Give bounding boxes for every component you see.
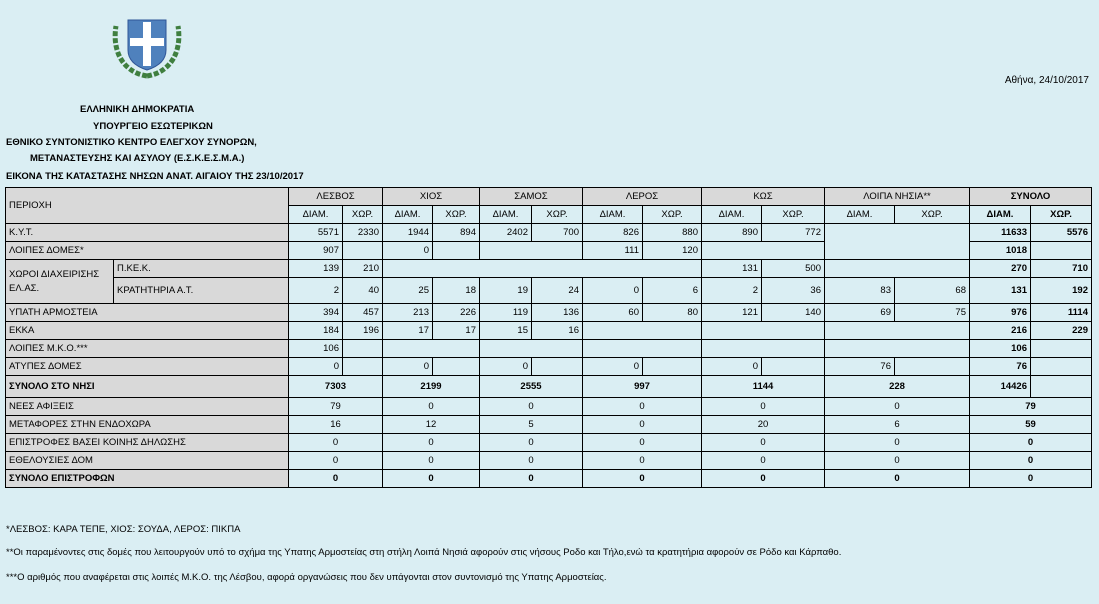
table-cell-empty	[702, 322, 825, 340]
table-cell: 0	[383, 434, 480, 452]
table-cell: 1944	[383, 224, 433, 242]
sub-header: ΔΙΑΜ.	[383, 206, 433, 224]
table-cell: 0	[825, 434, 970, 452]
table-row-returns-total	[6, 470, 1092, 488]
table-cell: 12	[383, 416, 480, 434]
table-cell: 59	[970, 416, 1092, 434]
table-cell-empty	[480, 340, 583, 358]
table-cell: 0	[383, 470, 480, 488]
table-cell: 2	[289, 278, 343, 304]
table-cell: 226	[433, 304, 480, 322]
table-cell: 7303	[289, 376, 383, 398]
table-cell: 228	[825, 376, 970, 398]
table-cell: 5	[480, 416, 583, 434]
table-cell: 0	[825, 452, 970, 470]
table-cell: 5576	[1031, 224, 1092, 242]
table-row-island-total	[6, 376, 1092, 398]
table-cell: 0	[583, 434, 702, 452]
table-cell-empty	[1031, 340, 1092, 358]
sub-header: ΧΩΡ.	[433, 206, 480, 224]
row-label: ΣΥΝΟΛΟ ΕΠΙΣΤΡΟΦΩΝ	[6, 470, 289, 488]
table-cell: 0	[383, 242, 433, 260]
table-cell: 17	[433, 322, 480, 340]
row-label: ΛΟΙΠΕΣ Μ.Κ.Ο.***	[6, 340, 289, 358]
table-cell-empty	[825, 340, 970, 358]
table-cell: 880	[643, 224, 702, 242]
report-title: ΕΙΚΟΝΑ ΤΗΣ ΚΑΤΑΣΤΑΣΗΣ ΝΗΣΩΝ ΑΝΑΤ. ΑΙΓΑΙΟΥ ΤΗΣ 23/10/2017	[6, 171, 304, 182]
table-cell: 0	[970, 434, 1092, 452]
row-label: ΚΡΑΤΗΤΗΡΙΑ Α.Τ.	[114, 278, 289, 304]
table-row-unhcr	[6, 304, 1092, 322]
sub-header: ΧΩΡ.	[1031, 206, 1092, 224]
table-cell: 69	[825, 304, 895, 322]
table-row-new-arrivals	[6, 398, 1092, 416]
row-label: ΝΕΕΣ ΑΦΙΞΕΙΣ	[6, 398, 289, 416]
table-row-informal	[6, 358, 1092, 376]
row-label: ΕΚΚΑ	[6, 322, 289, 340]
sub-header: ΧΩΡ.	[343, 206, 383, 224]
row-label: ΜΕΤΑΦΟΡΕΣ ΣΤΗΝ ΕΝΔΟΧΩΡΑ	[6, 416, 289, 434]
table-cell: 216	[970, 322, 1031, 340]
table-cell-empty	[433, 242, 480, 260]
table-cell: 19	[480, 278, 532, 304]
sub-header: ΧΩΡ.	[643, 206, 702, 224]
table-cell: 0	[825, 470, 970, 488]
row-group-label: ΧΩΡΟΙ ΔΙΑΧΕΙΡΙΣΗΣ ΕΛ.ΑΣ.	[6, 260, 114, 304]
table-cell: 20	[702, 416, 825, 434]
table-cell: 894	[433, 224, 480, 242]
table-cell: 0	[480, 452, 583, 470]
table-cell-empty	[480, 242, 583, 260]
table-cell: 0	[702, 398, 825, 416]
table-cell: 0	[583, 470, 702, 488]
table-cell: 106	[970, 340, 1031, 358]
header-line-center: ΕΘΝΙΚΟ ΣΥΝΤΟΝΙΣΤΙΚΟ ΚΕΝΤΡΟ ΕΛΕΓΧΟΥ ΣΥΝΟΡΩΝ,	[6, 137, 257, 148]
table-cell: 184	[289, 322, 343, 340]
table-cell: 5571	[289, 224, 343, 242]
table-cell: 0	[702, 452, 825, 470]
table-cell: 976	[970, 304, 1031, 322]
sub-header: ΔΙΑΜ.	[702, 206, 762, 224]
table-row-returns-joint	[6, 434, 1092, 452]
table-cell-empty	[383, 340, 480, 358]
table-cell: 0	[383, 358, 433, 376]
table-cell: 0	[383, 398, 480, 416]
table-cell: 2	[702, 278, 762, 304]
table-cell: 79	[970, 398, 1092, 416]
table-cell: 500	[762, 260, 825, 278]
table-cell: 1018	[970, 242, 1031, 260]
table-cell-empty	[825, 322, 970, 340]
table-cell: 25	[383, 278, 433, 304]
table-cell-empty	[583, 340, 702, 358]
row-label: ΕΘΕΛΟΥΣΙΕΣ ΔΟΜ	[6, 452, 289, 470]
table-cell: 14426	[970, 376, 1031, 398]
sub-header: ΧΩΡ.	[762, 206, 825, 224]
table-cell: 700	[532, 224, 583, 242]
table-cell: 772	[762, 224, 825, 242]
table-cell: 457	[343, 304, 383, 322]
table-cell: 0	[583, 398, 702, 416]
table-cell: 36	[762, 278, 825, 304]
table-cell: 907	[289, 242, 343, 260]
table-cell: 2555	[480, 376, 583, 398]
table-row-voluntary	[6, 452, 1092, 470]
table-cell: 2330	[343, 224, 383, 242]
table-cell: 0	[480, 434, 583, 452]
table-cell: 140	[762, 304, 825, 322]
footnote-3: ***Ο αριθμός που αναφέρεται στις λοιπές Μ.Κ.Ο. της Λέσβου, αφορά οργανώσεις που δεν υπάγονται στον συντονισμό της Υπατης Αρμοστείας.	[6, 572, 607, 583]
table-cell: 76	[825, 358, 895, 376]
table-cell: 76	[970, 358, 1031, 376]
island-header-kos: ΚΩΣ	[702, 188, 825, 206]
table-cell: 1144	[702, 376, 825, 398]
table-cell: 121	[702, 304, 762, 322]
table-cell: 0	[289, 434, 383, 452]
table-cell: 0	[702, 434, 825, 452]
table-cell: 139	[289, 260, 343, 278]
table-cell: 0	[480, 358, 532, 376]
table-cell: 68	[895, 278, 970, 304]
row-label: ΥΠΑΤΗ ΑΡΜΟΣΤΕΙΑ	[6, 304, 289, 322]
table-row-kyt	[6, 224, 1092, 242]
island-header-other: ΛΟΙΠΑ ΝΗΣΙΑ**	[825, 188, 970, 206]
table-cell: 997	[583, 376, 702, 398]
sub-header: ΔΙΑΜ.	[480, 206, 532, 224]
table-cell-empty	[532, 358, 583, 376]
table-cell: 106	[289, 340, 343, 358]
table-cell: 1114	[1031, 304, 1092, 322]
sub-header: ΔΙΑΜ.	[970, 206, 1031, 224]
table-cell: 136	[532, 304, 583, 322]
table-row-ekka	[6, 322, 1092, 340]
table-cell: 111	[583, 242, 643, 260]
table-cell: 60	[583, 304, 643, 322]
table-cell: 394	[289, 304, 343, 322]
table-cell: 75	[895, 304, 970, 322]
header-line-republic: ΕΛΛΗΝΙΚΗ ΔΗΜΟΚΡΑΤΙΑ	[80, 104, 195, 115]
table-cell: 131	[702, 260, 762, 278]
table-cell: 0	[583, 452, 702, 470]
table-cell: 196	[343, 322, 383, 340]
table-cell-empty	[702, 242, 825, 260]
table-cell: 213	[383, 304, 433, 322]
greek-republic-seal-icon	[108, 6, 186, 80]
table-cell: 120	[643, 242, 702, 260]
table-cell: 0	[480, 398, 583, 416]
sub-header: ΧΩΡ.	[532, 206, 583, 224]
table-cell: 2402	[480, 224, 532, 242]
table-cell: 2199	[383, 376, 480, 398]
table-cell: 0	[289, 470, 383, 488]
region-header: ΠΕΡΙΟΧΗ	[6, 188, 289, 224]
row-label: Κ.Υ.Τ.	[6, 224, 289, 242]
table-cell: 229	[1031, 322, 1092, 340]
table-cell: 40	[343, 278, 383, 304]
table-cell: 890	[702, 224, 762, 242]
table-cell: 0	[289, 358, 343, 376]
table-cell: 0	[383, 452, 480, 470]
islands-status-table	[5, 187, 1092, 488]
island-header-chios: ΧΙΟΣ	[383, 188, 480, 206]
table-cell: 0	[583, 416, 702, 434]
footnote-2: **Οι παραμένοντες στις δομές που λειτουργούν υπό το σχήμα της Υπατης Αρμοστείας στη στήλη Λοιπά Νησιά αφορούν στις νήσους Ροδο και Τήλο,ενώ τα κρατητήρια αφορούν σε Ρόδο και Κάρπαθο.	[6, 547, 842, 558]
table-cell: 0	[825, 398, 970, 416]
table-cell: 80	[643, 304, 702, 322]
table-cell: 0	[583, 358, 643, 376]
table-cell: 0	[702, 470, 825, 488]
row-label: ΣΥΝΟΛΟ ΣΤΟ ΝΗΣΙ	[6, 376, 289, 398]
sub-header: ΔΙΑΜ.	[583, 206, 643, 224]
header-line-center-cont: ΜΕΤΑΝΑΣΤΕΥΣΗΣ ΚΑΙ ΑΣΥΛΟΥ (Ε.Σ.Κ.Ε.Σ.Μ.Α.)	[30, 153, 245, 164]
table-cell: 24	[532, 278, 583, 304]
row-label: ΑΤΥΠΕΣ ΔΟΜΕΣ	[6, 358, 289, 376]
table-cell: 0	[480, 470, 583, 488]
table-cell: 15	[480, 322, 532, 340]
table-cell-empty	[1031, 242, 1092, 260]
table-cell: 131	[970, 278, 1031, 304]
table-cell-empty	[343, 340, 383, 358]
island-header-samos: ΣΑΜΟΣ	[480, 188, 583, 206]
row-label: Π.ΚΕ.Κ.	[114, 260, 289, 278]
table-cell-empty	[343, 358, 383, 376]
header-line-ministry: ΥΠΟΥΡΓΕΙΟ ΕΣΩΤΕΡΙΚΩΝ	[93, 121, 213, 132]
table-cell: 0	[970, 452, 1092, 470]
table-cell-empty	[343, 242, 383, 260]
sub-header: ΧΩΡ.	[895, 206, 970, 224]
table-cell-empty	[1031, 376, 1092, 398]
row-label: ΛΟΙΠΕΣ ΔΟΜΕΣ*	[6, 242, 289, 260]
table-cell: 0	[583, 278, 643, 304]
island-header-leros: ΛΕΡΟΣ	[583, 188, 702, 206]
sub-header: ΔΙΑΜ.	[825, 206, 895, 224]
island-header-total: ΣΥΝΟΛΟ	[970, 188, 1092, 206]
table-cell-empty	[433, 358, 480, 376]
table-cell: 0	[289, 452, 383, 470]
table-cell-empty	[762, 358, 825, 376]
table-cell-empty	[702, 340, 825, 358]
table-cell: 11633	[970, 224, 1031, 242]
table-row-ngos	[6, 340, 1092, 358]
table-cell: 83	[825, 278, 895, 304]
table-cell: 79	[289, 398, 383, 416]
island-header-lesvos: ΛΕΣΒΟΣ	[289, 188, 383, 206]
table-cell: 826	[583, 224, 643, 242]
document-date: Αθήνα, 24/10/2017	[1004, 75, 1089, 86]
table-cell: 18	[433, 278, 480, 304]
table-cell-empty	[643, 358, 702, 376]
table-cell: 0	[970, 470, 1092, 488]
table-cell: 119	[480, 304, 532, 322]
table-cell-empty	[895, 358, 970, 376]
table-row-transfers	[6, 416, 1092, 434]
table-cell: 710	[1031, 260, 1092, 278]
table-cell-empty	[583, 322, 702, 340]
table-cell: 16	[289, 416, 383, 434]
table-cell: 0	[702, 358, 762, 376]
table-cell: 210	[343, 260, 383, 278]
table-cell: 17	[383, 322, 433, 340]
table-cell-empty	[825, 260, 970, 278]
table-cell: 6	[643, 278, 702, 304]
table-cell: 192	[1031, 278, 1092, 304]
table-row-detention	[6, 278, 1092, 304]
table-cell-empty	[825, 224, 970, 260]
row-label: ΕΠΙΣΤΡΟΦΕΣ ΒΑΣΕΙ ΚΟΙΝΗΣ ΔΗΛΩΣΗΣ	[6, 434, 289, 452]
table-cell-empty	[383, 260, 702, 278]
sub-header: ΔΙΑΜ.	[289, 206, 343, 224]
table-cell: 270	[970, 260, 1031, 278]
table-cell: 6	[825, 416, 970, 434]
table-cell: 16	[532, 322, 583, 340]
footnote-1: *ΛΕΣΒΟΣ: ΚΑΡΑ ΤΕΠΕ, ΧΙΟΣ: ΣΟΥΔΑ, ΛΕΡΟΣ: ΠΙΚΠΑ	[6, 524, 241, 535]
table-row-pkek	[6, 260, 1092, 278]
table-cell-empty	[1031, 358, 1092, 376]
